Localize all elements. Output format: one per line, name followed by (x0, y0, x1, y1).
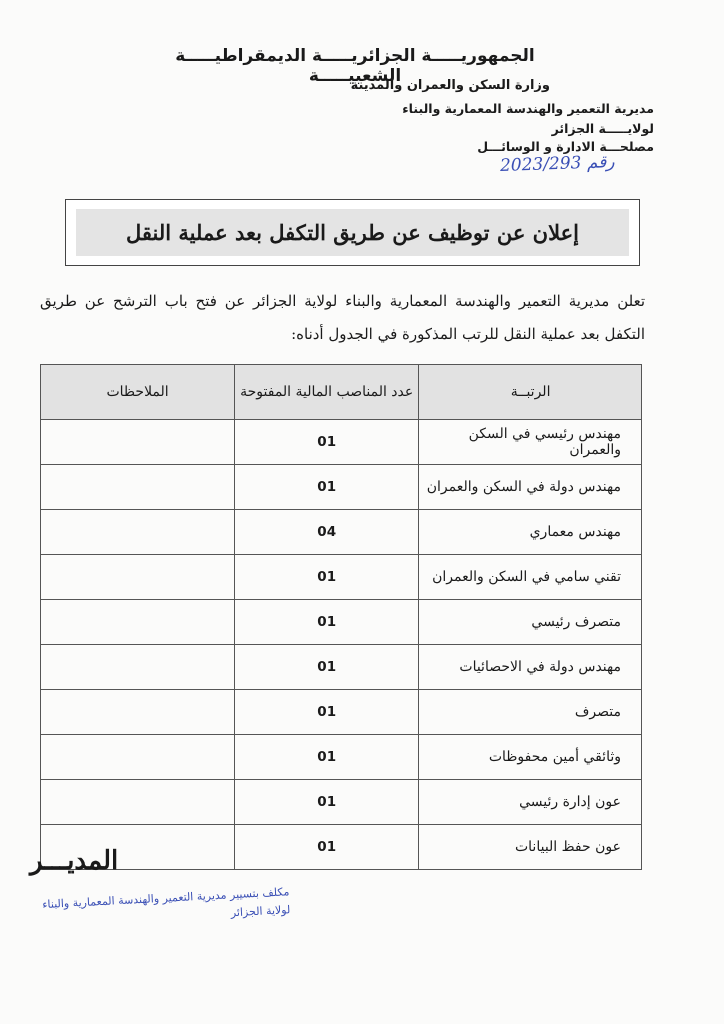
grade-cell: مهندس دولة في الاحصائيات (419, 645, 642, 690)
count-cell: 04 (235, 510, 419, 555)
count-cell: 01 (235, 690, 419, 735)
table-header-row (41, 365, 642, 420)
grade-cell: مهندس رئيسي في السكن والعمران (419, 420, 642, 465)
table-row (41, 555, 642, 600)
header-count: عدد المناصب المالية المفتوحة (235, 365, 419, 420)
notes-cell (41, 510, 235, 555)
table-row (41, 825, 642, 870)
notes-cell (41, 735, 235, 780)
header-grade: الرتبــة (419, 365, 642, 420)
wilaya-name: لولايـــــة الجزائر (551, 121, 654, 136)
table-row (41, 735, 642, 780)
reference-number: رقم 2023/293 (499, 152, 615, 176)
table-row (41, 465, 642, 510)
count-cell: 01 (235, 825, 419, 870)
intro-paragraph: تعلن مديرية التعمير والهندسة المعمارية والبناء لولاية الجزائر عن فتح باب الترشح عن طريق التكفل بعد عملية النقل للرتب المذكورة في الجدول أدناه: (40, 292, 645, 343)
count-cell: 01 (235, 735, 419, 780)
grade-cell: عون حفظ البيانات (419, 825, 642, 870)
director-title: المديـــر (30, 846, 119, 876)
table-row (41, 690, 642, 735)
notes-cell (41, 780, 235, 825)
signature-stamp-text: مكلف بتسيير مديرية التعمير والهندسة المعمارية والبناء لولاية الجزائر (41, 885, 291, 920)
notes-cell (41, 645, 235, 690)
notes-cell (41, 690, 235, 735)
count-cell: 01 (235, 465, 419, 510)
count-cell: 01 (235, 555, 419, 600)
republic-header: الجمهوريـــــة الجزائريـــــة الديمقراطيـــــة الشعبيـــــة (175, 46, 535, 86)
table-row (41, 420, 642, 465)
count-cell: 01 (235, 780, 419, 825)
grade-cell: مهندس معماري (419, 510, 642, 555)
announcement-title-box (65, 199, 640, 266)
posts-table (40, 364, 642, 870)
grade-cell: مهندس دولة في السكن والعمران (419, 465, 642, 510)
grade-cell: متصرف رئيسي (419, 600, 642, 645)
service-name: مصلحـــة الادارة و الوسائـــل (477, 139, 654, 154)
table-row (41, 600, 642, 645)
header-notes: الملاحظات (41, 365, 235, 420)
table-row (41, 780, 642, 825)
notes-cell (41, 465, 235, 510)
table-row (41, 645, 642, 690)
notes-cell (41, 555, 235, 600)
count-cell: 01 (235, 645, 419, 690)
grade-cell: عون إدارة رئيسي (419, 780, 642, 825)
directorate-name: مديرية التعمير والهندسة المعمارية والبناء (402, 101, 654, 116)
grade-cell: متصرف (419, 690, 642, 735)
notes-cell (41, 420, 235, 465)
announcement-title: إعلان عن توظيف عن طريق التكفل بعد عملية النقل (76, 209, 629, 256)
grade-cell: تقني سامي في السكن والعمران (419, 555, 642, 600)
grade-cell: وثائقي أمين محفوظات (419, 735, 642, 780)
ministry-name: وزارة السكن والعمران والمدينة (350, 78, 550, 93)
table-row (41, 510, 642, 555)
count-cell: 01 (235, 420, 419, 465)
count-cell: 01 (235, 600, 419, 645)
notes-cell (41, 600, 235, 645)
